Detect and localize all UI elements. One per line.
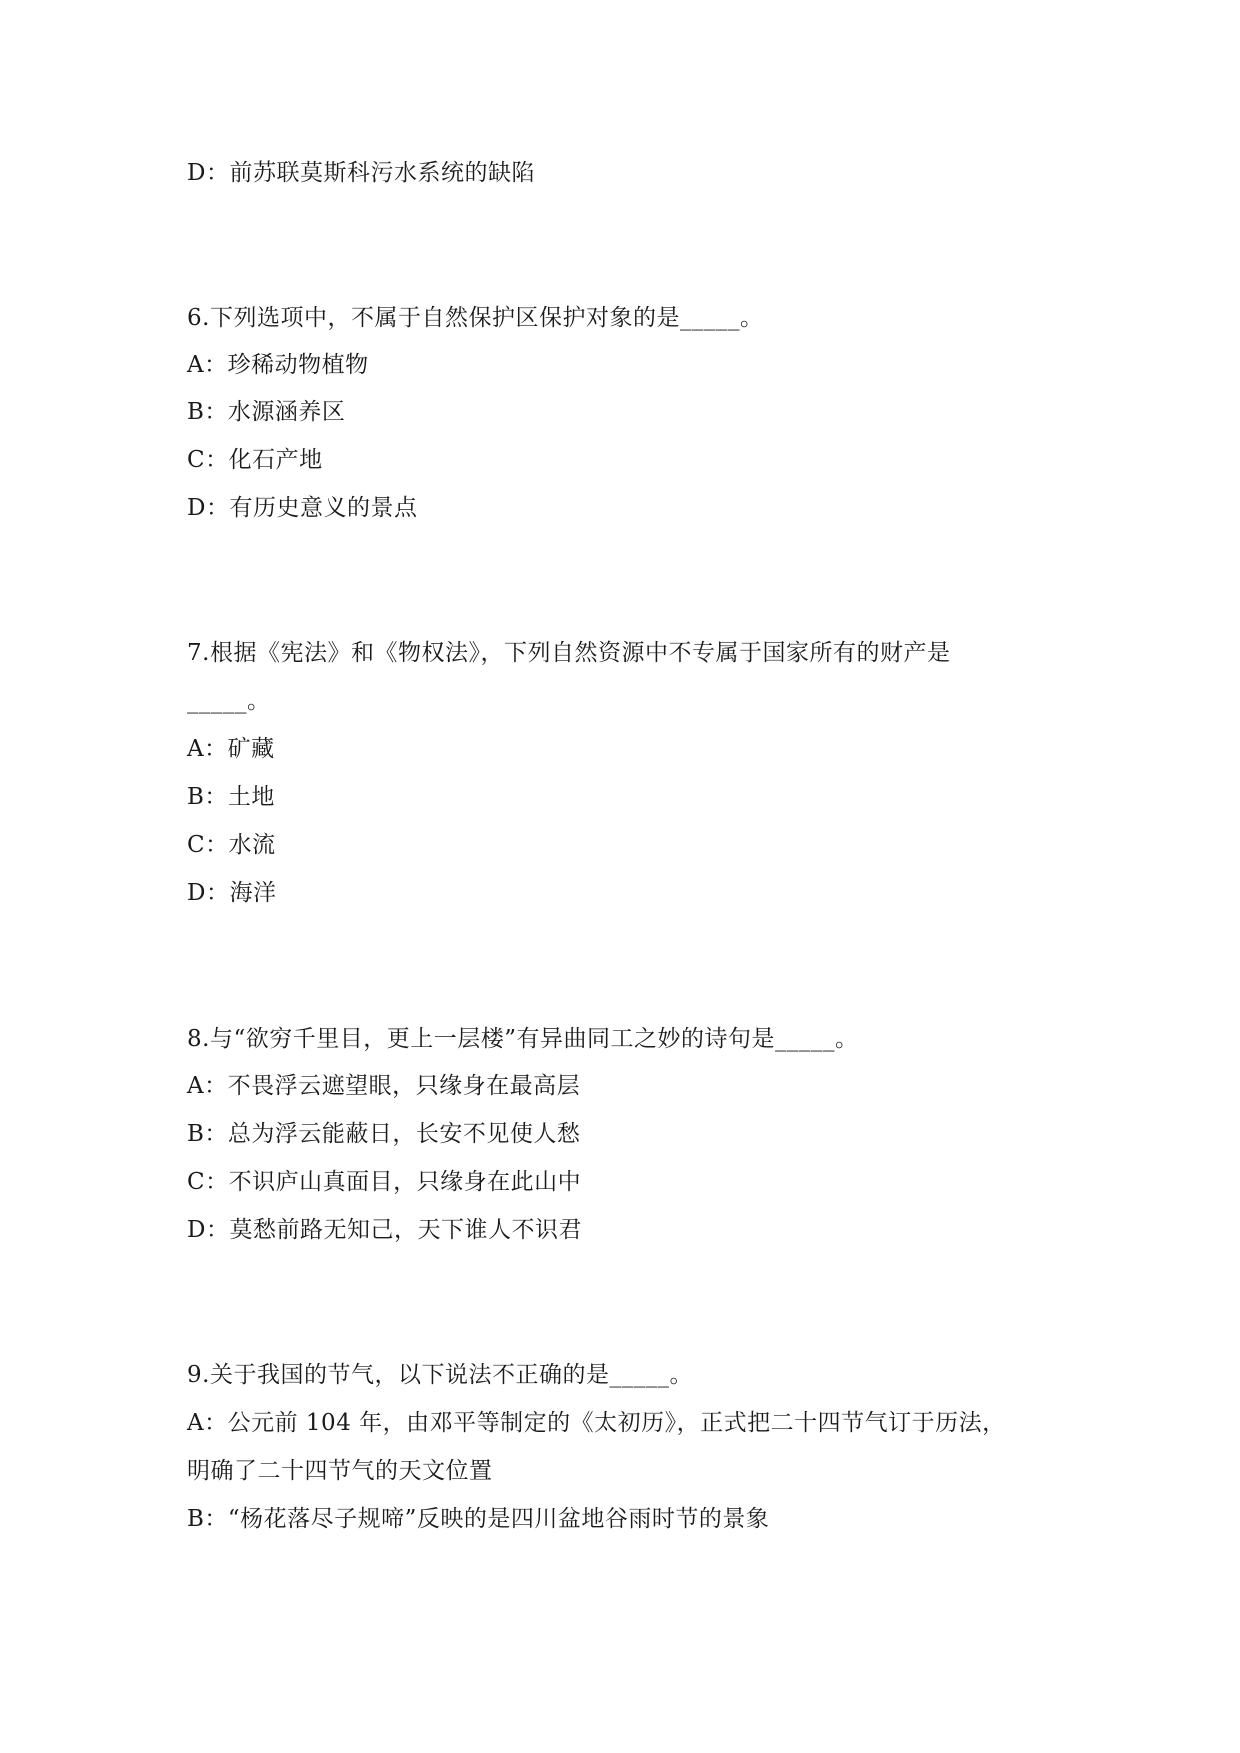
option-q9-a-continuation: 明确了二十四节气的天文位置 (187, 1458, 493, 1484)
question-9-stem: 9.关于我国的节气，以下说法不正确的是_____。 (187, 1362, 693, 1388)
question-8-stem: 8.与“欲穷千里目，更上一层楼”有异曲同工之妙的诗句是_____。 (187, 1026, 859, 1052)
question-7-stem-continuation: _____。 (187, 688, 271, 714)
option-q9-b: B：“杨花落尽子规啼”反映的是四川盆地谷雨时节的景象 (187, 1506, 770, 1532)
option-q7-a: A：矿藏 (187, 736, 275, 762)
option-q6-a: A：珍稀动物植物 (187, 352, 369, 378)
option-q6-c: C：化石产地 (187, 447, 323, 473)
option-q5-d: D：前苏联莫斯科污水系统的缺陷 (187, 160, 535, 186)
option-q6-b: B：水源涵养区 (187, 399, 346, 425)
option-q8-a: A：不畏浮云遮望眼，只缘身在最高层 (187, 1073, 581, 1099)
option-q8-d: D：莫愁前路无知己，天下谁人不识君 (187, 1217, 582, 1243)
option-q6-d: D：有历史意义的景点 (187, 495, 418, 521)
question-7-stem: 7.根据《宪法》和《物权法》，下列自然资源中不专属于国家所有的财产是 (187, 640, 951, 666)
option-q8-b: B：总为浮云能蔽日，长安不见使人愁 (187, 1121, 581, 1147)
option-q9-a: A：公元前 104 年，由邓平等制定的《太初历》，正式把二十四节气订于历法， (187, 1410, 1006, 1436)
option-q7-b: B：土地 (187, 784, 275, 810)
option-q7-c: C：水流 (187, 832, 276, 858)
question-6-stem: 6.下列选项中，不属于自然保护区保护对象的是_____。 (187, 305, 764, 331)
option-q7-d: D：海洋 (187, 880, 277, 906)
option-q8-c: C：不识庐山真面目，只缘身在此山中 (187, 1169, 582, 1195)
